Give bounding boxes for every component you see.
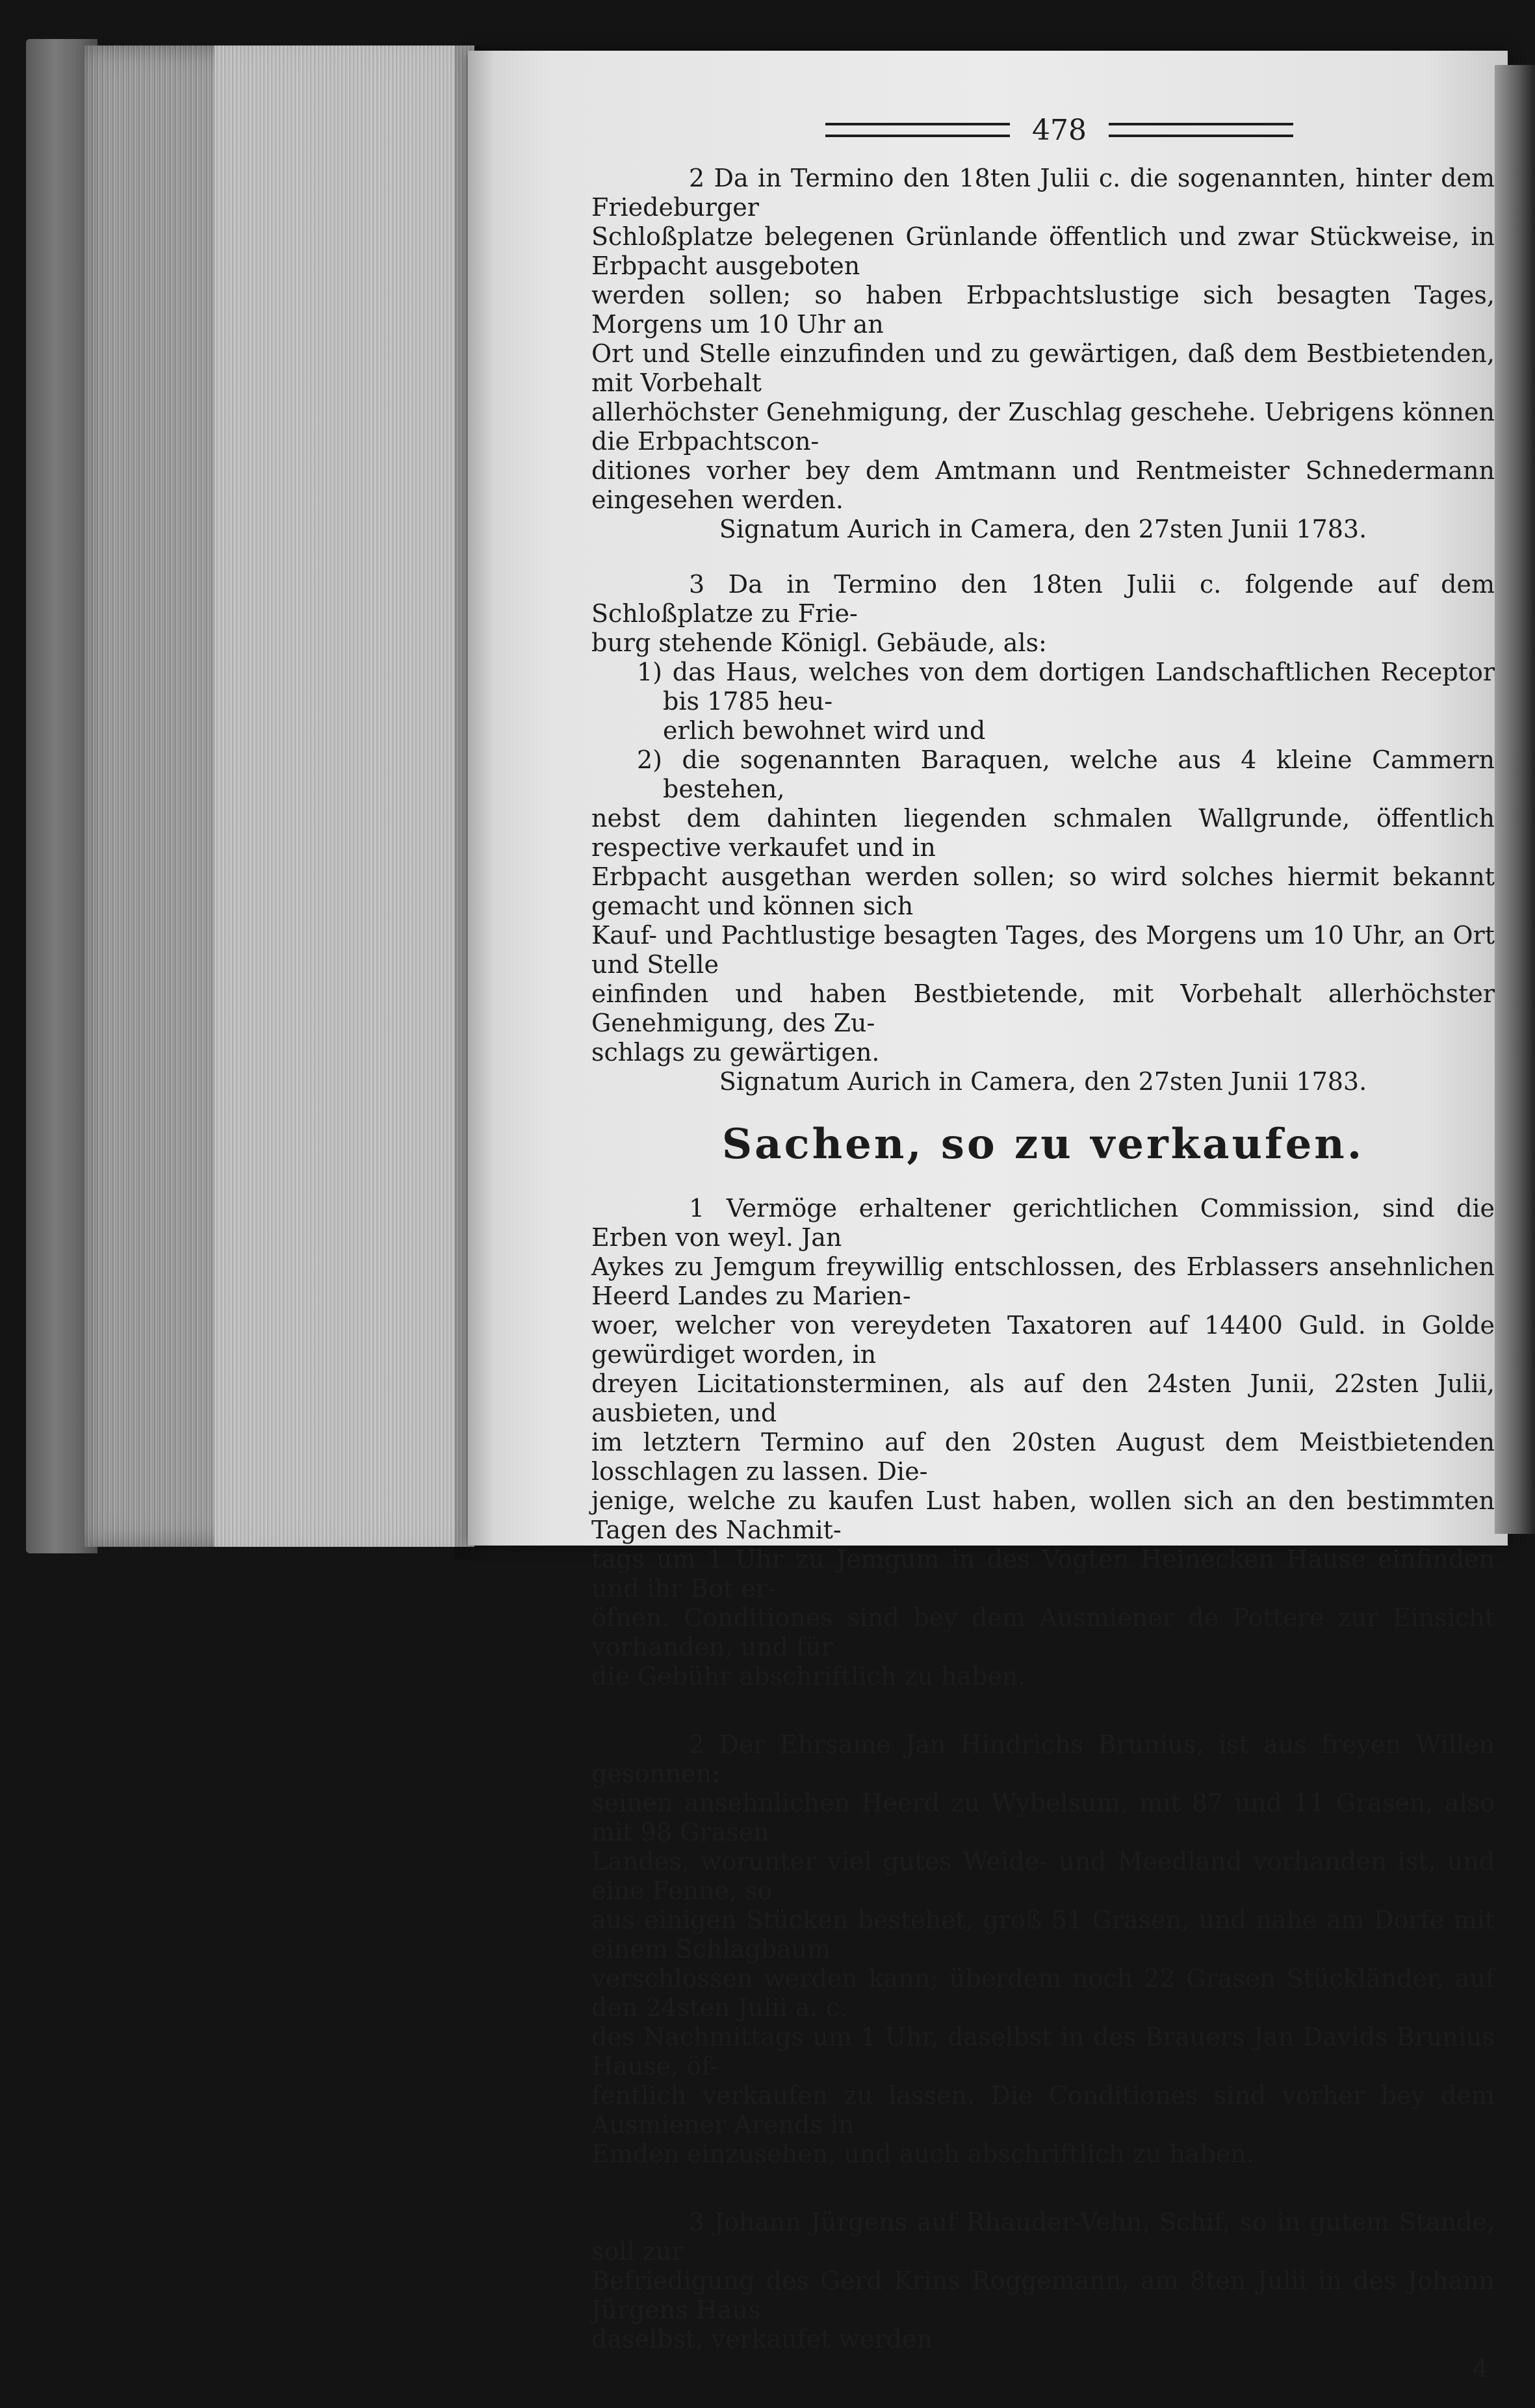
sale-1-line: 1 Vermöge erhaltener gerichtlichen Commission, sind die Erben von weyl. Jan [591,1194,1495,1252]
notice-2-line: Ort und Stelle einzufinden und zu gewärtigen, daß dem Bestbietenden, mit Vorbehalt [591,339,1495,397]
sale-3-line: daselbst, verkaufet werden [591,2325,933,2353]
catchword: 4 [1472,2354,1488,2383]
notice-3-intro-line: burg stehende Königl. Gebäude, als: [591,628,1047,657]
sale-2-line: verschlossen werden kann; überdem noch 22 Grasen Stückländer, auf den 24sten Julii a. c. [591,1964,1495,2022]
notice-2-line: 2 Da in Termino den 18ten Julii c. die sogenannten, hinter dem Friedeburger [591,164,1495,222]
notice-3-item: erlich bewohnet wird und [663,716,986,745]
notice-3-signature: Signatum Aurich in Camera, den 27sten Junii 1783. [719,1067,1367,1096]
sale-1-line: dreyen Licitationsterminen, als auf den 24sten Junii, 22sten Julii, ausbieten, und [591,1369,1495,1427]
notice-2-line: werden sollen; so haben Erbpachtslustige sich besagten Tages, Morgens um 10 Uhr an [591,281,1495,339]
notice-3-body-line: Kauf- und Pachtlustige besagten Tages, des Morgens um 10 Uhr, an Ort und Stelle [591,921,1495,979]
sale-1-line: im letztern Termino auf den 20sten August dem Meistbietenden losschlagen zu lassen. Die- [591,1428,1495,1486]
notice-3-body-line: einfinden und haben Bestbietende, mit Vorbehalt allerhöchster Genehmigung, des Zu- [591,979,1495,1037]
sale-1-line: jenige, welche zu kaufen Lust haben, wollen sich an den bestimmten Tagen des Nachmit- [591,1486,1495,1544]
notice-3-body-line: schlags zu gewärtigen. [591,1038,880,1067]
sale-1-line: tags um 1 Uhr zu Jemgum in des Vogten Heinecken Hause einfinden und ihr Bot er- [591,1545,1495,1603]
page-header [825,110,1293,149]
sale-2-line: 2 Der Ehrsame Jan Hindrichs Brunius, ist aus freyen Willen gesonnen: [591,1730,1495,1788]
sale-2 [591,1730,1495,2169]
notice-3-body-line: nebst dem dahinten liegenden schmalen Wallgrunde, öffentlich respective verkaufet und in [591,804,1495,862]
sale-1 [591,1194,1495,1691]
page-content [591,110,1495,2408]
notice-3 [591,570,1495,1067]
sale-2-line: aus einigen Stücken bestehet, groß 51 Grasen, und nahe am Dorfe mit einem Schlagbaum [591,1906,1495,1963]
page-number: 478 [1032,113,1087,147]
sale-1-line: öfnen. Conditiones sind bey dem Ausmiener de Pottere zur Einsicht vorhanden, und für [591,1603,1495,1661]
sale-2-line: Emden einzusehen, und auch abschriftlich zu haben. [591,2140,1254,2168]
facing-page-edge [1495,65,1535,1534]
sale-2-line: seinen ansehnlichen Heerd zu Wybelsum, mit 87 und 11 Grasen, also mit 98 Grasen [591,1789,1495,1846]
notice-2-signature: Signatum Aurich in Camera, den 27sten Junii 1783. [719,515,1367,543]
notice-2-line: Schloßplatze belegenen Grünlande öffentlich und zwar Stückweise, in Erbpacht ausgeboten [591,222,1495,280]
page-edges-highlight [214,45,474,1547]
notice-2-line: allerhöchster Genehmigung, der Zuschlag geschehe. Uebrigens können die Erbpachtscon- [591,398,1495,456]
sale-2-line: Landes, worunter viel gutes Weide- und Meedland vorhanden ist, und eine Fenne, so [591,1847,1495,1905]
notice-3-intro-line: 3 Da in Termino den 18ten Julii c. folgende auf dem Schloßplatze zu Frie- [591,570,1495,628]
notice-2-line: ditiones vorher bey dem Amtmann und Rentmeister Schnedermann eingesehen werden. [591,456,1495,514]
sale-1-line: die Gebühr abschriftlich zu haben. [591,1662,1026,1690]
notice-3-item: 2) die sogenannten Baraquen, welche aus 4 kleine Cammern bestehen, [637,745,1495,803]
notice-2 [591,164,1495,515]
notice-3-item: 1) das Haus, welches von dem dortigen Landschaftlichen Receptor bis 1785 heu- [637,658,1495,716]
section-title: Sachen, so zu verkaufen. [721,1120,1365,1169]
header-rule-right [1109,123,1293,137]
sale-3-line: Befriedigung des Gerd Krins Roggemann, am 8ten Julii in des Johann Jürgens Haus [591,2266,1495,2324]
notice-3-body-line: Erbpacht ausgethan werden sollen; so wird solches hiermit bekannt gemacht und können sich [591,862,1495,920]
page-gutter-shadow [455,45,494,1560]
sale-3-line: 3 Johann Jürgens auf Rhauder-Vehn, Schif, so in gutem Stande, soll zur [591,2208,1495,2266]
sale-2-line: fentlich verkaufen zu lassen. Die Conditiones sind vorher bey dem Ausmiener Arends in [591,2081,1495,2139]
sale-1-line: woer, welcher von vereydeten Taxatoren auf 14400 Guld. in Golde gewürdiget worden, in [591,1311,1495,1369]
header-rule-left [825,123,1010,137]
sale-2-line: des Nachmittags um 1 Uhr, daselbst in des Brauers Jan Davids Brunius Hause, öf- [591,2023,1495,2080]
sale-1-line: Aykes zu Jemgum freywillig entschlossen, des Erblassers ansehnlichen Heerd Landes zu Marien- [591,1252,1495,1310]
sale-3 [591,2208,1495,2354]
